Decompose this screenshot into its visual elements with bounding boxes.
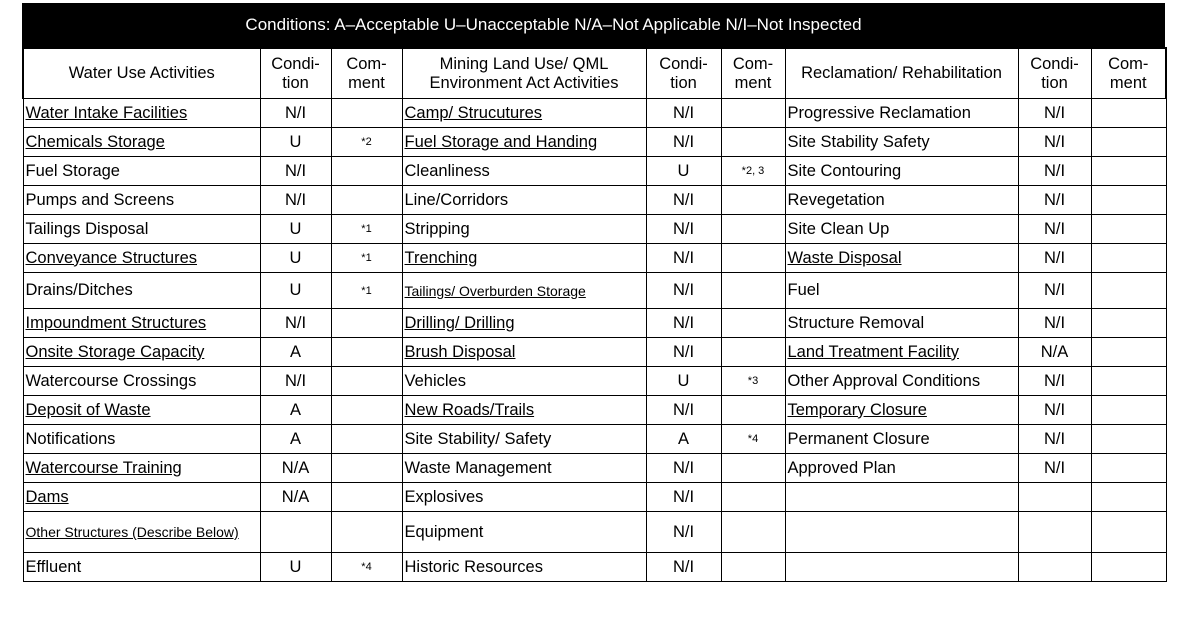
- conditions-legend-text: Conditions: A–Acceptable U–Unacceptable N/A–Not Applicable N/I–Not Inspected: [245, 15, 862, 34]
- header-reclamation: Reclamation/ Rehabilitation: [785, 48, 1018, 99]
- reclamation-condition: [1018, 553, 1091, 582]
- reclamation-condition: N/I: [1018, 128, 1091, 157]
- reclamation-condition: N/I: [1018, 157, 1091, 186]
- header-water-use: Water Use Activities: [23, 48, 260, 99]
- mining-comment: *2, 3: [721, 157, 785, 186]
- table-row: [23, 454, 1166, 483]
- water-condition: U: [260, 244, 331, 273]
- water-condition: N/I: [260, 367, 331, 396]
- mining-condition: N/I: [646, 186, 721, 215]
- reclamation-comment: [1091, 99, 1166, 128]
- water-condition: A: [260, 338, 331, 367]
- water-condition: N/I: [260, 309, 331, 338]
- water-comment: [331, 396, 402, 425]
- reclamation-comment: [1091, 338, 1166, 367]
- water-comment: [331, 454, 402, 483]
- mining-condition: U: [646, 367, 721, 396]
- reclamation-activity: Site Clean Up: [785, 215, 1018, 244]
- mining-activity: Tailings/ Overburden Storage: [402, 273, 646, 309]
- mining-condition: N/I: [646, 454, 721, 483]
- table-row: [23, 309, 1166, 338]
- table-row: [23, 99, 1166, 128]
- mining-condition: A: [646, 425, 721, 454]
- reclamation-activity: Approved Plan: [785, 454, 1018, 483]
- water-condition: A: [260, 425, 331, 454]
- mining-comment: [721, 396, 785, 425]
- reclamation-comment: [1091, 512, 1166, 553]
- reclamation-activity: Other Approval Conditions: [785, 367, 1018, 396]
- mining-condition: N/I: [646, 128, 721, 157]
- water-activity: Notifications: [23, 425, 260, 454]
- reclamation-comment: [1091, 273, 1166, 309]
- reclamation-comment: [1091, 244, 1166, 273]
- water-activity: Watercourse Training: [23, 454, 260, 483]
- mining-activity: Stripping: [402, 215, 646, 244]
- water-condition: N/I: [260, 157, 331, 186]
- header-mining: Mining Land Use/ QML Environment Act Activities: [402, 48, 646, 99]
- mining-comment: [721, 99, 785, 128]
- header-comment: Com-ment: [1091, 48, 1166, 99]
- water-activity: Other Structures (Describe Below): [23, 512, 260, 553]
- mining-condition: N/I: [646, 309, 721, 338]
- mining-activity: Waste Management: [402, 454, 646, 483]
- water-comment: [331, 157, 402, 186]
- table-row: [23, 553, 1166, 582]
- water-activity: Tailings Disposal: [23, 215, 260, 244]
- water-comment: [331, 99, 402, 128]
- water-comment: *1: [331, 215, 402, 244]
- mining-activity: Equipment: [402, 512, 646, 553]
- mining-comment: [721, 244, 785, 273]
- mining-activity: Trenching: [402, 244, 646, 273]
- reclamation-condition: N/I: [1018, 186, 1091, 215]
- table-row: [23, 425, 1166, 454]
- reclamation-activity: [785, 483, 1018, 512]
- reclamation-comment: [1091, 157, 1166, 186]
- mining-activity: Historic Resources: [402, 553, 646, 582]
- reclamation-condition: N/I: [1018, 454, 1091, 483]
- mining-activity: Fuel Storage and Handing: [402, 128, 646, 157]
- water-condition: U: [260, 553, 331, 582]
- table-row: [23, 483, 1166, 512]
- reclamation-activity: Site Stability Safety: [785, 128, 1018, 157]
- reclamation-comment: [1091, 483, 1166, 512]
- water-condition: N/I: [260, 99, 331, 128]
- mining-comment: [721, 128, 785, 157]
- water-activity: Drains/Ditches: [23, 273, 260, 309]
- mining-condition: N/I: [646, 338, 721, 367]
- reclamation-activity: Revegetation: [785, 186, 1018, 215]
- mining-comment: [721, 553, 785, 582]
- mining-activity: Camp/ Strucutures: [402, 99, 646, 128]
- reclamation-activity: Site Contouring: [785, 157, 1018, 186]
- mining-comment: *3: [721, 367, 785, 396]
- mining-activity: Brush Disposal: [402, 338, 646, 367]
- reclamation-comment: [1091, 367, 1166, 396]
- mining-activity: Drilling/ Drilling: [402, 309, 646, 338]
- water-condition: U: [260, 128, 331, 157]
- table-body: [23, 99, 1166, 582]
- reclamation-activity: Fuel: [785, 273, 1018, 309]
- table-row: [23, 244, 1166, 273]
- water-comment: *1: [331, 244, 402, 273]
- reclamation-activity: Waste Disposal: [785, 244, 1018, 273]
- header-condition: Condi-tion: [260, 48, 331, 99]
- reclamation-condition: N/I: [1018, 99, 1091, 128]
- water-comment: [331, 186, 402, 215]
- header-condition: Condi-tion: [646, 48, 721, 99]
- reclamation-activity: [785, 512, 1018, 553]
- water-comment: [331, 367, 402, 396]
- reclamation-condition: N/I: [1018, 425, 1091, 454]
- mining-comment: [721, 309, 785, 338]
- reclamation-comment: [1091, 425, 1166, 454]
- reclamation-activity: Progressive Reclamation: [785, 99, 1018, 128]
- mining-activity: New Roads/Trails: [402, 396, 646, 425]
- reclamation-comment: [1091, 186, 1166, 215]
- reclamation-comment: [1091, 215, 1166, 244]
- table-row: [23, 512, 1166, 553]
- water-condition: N/I: [260, 186, 331, 215]
- mining-activity: Site Stability/ Safety: [402, 425, 646, 454]
- water-activity: Pumps and Screens: [23, 186, 260, 215]
- mining-condition: N/I: [646, 396, 721, 425]
- reclamation-condition: N/A: [1018, 338, 1091, 367]
- mining-comment: [721, 483, 785, 512]
- mining-condition: N/I: [646, 512, 721, 553]
- reclamation-condition: N/I: [1018, 244, 1091, 273]
- reclamation-activity: Structure Removal: [785, 309, 1018, 338]
- reclamation-condition: N/I: [1018, 396, 1091, 425]
- water-activity: Onsite Storage Capacity: [23, 338, 260, 367]
- water-comment: [331, 425, 402, 454]
- water-comment: *1: [331, 273, 402, 309]
- reclamation-comment: [1091, 128, 1166, 157]
- water-comment: *4: [331, 553, 402, 582]
- water-comment: [331, 309, 402, 338]
- mining-comment: [721, 186, 785, 215]
- mining-comment: *4: [721, 425, 785, 454]
- table-row: [23, 157, 1166, 186]
- reclamation-comment: [1091, 309, 1166, 338]
- reclamation-comment: [1091, 454, 1166, 483]
- mining-comment: [721, 338, 785, 367]
- reclamation-condition: N/I: [1018, 273, 1091, 309]
- reclamation-condition: N/I: [1018, 215, 1091, 244]
- table-row: [23, 273, 1166, 309]
- water-condition: N/A: [260, 454, 331, 483]
- water-activity: Chemicals Storage: [23, 128, 260, 157]
- mining-condition: N/I: [646, 273, 721, 309]
- reclamation-comment: [1091, 553, 1166, 582]
- water-activity: Water Intake Facilities: [23, 99, 260, 128]
- mining-condition: N/I: [646, 483, 721, 512]
- mining-comment: [721, 512, 785, 553]
- reclamation-comment: [1091, 396, 1166, 425]
- conditions-legend-banner: [22, 3, 1165, 47]
- mining-activity: Cleanliness: [402, 157, 646, 186]
- reclamation-condition: N/I: [1018, 367, 1091, 396]
- reclamation-activity: Land Treatment Facility: [785, 338, 1018, 367]
- water-condition: U: [260, 215, 331, 244]
- table-row: [23, 338, 1166, 367]
- mining-condition: N/I: [646, 215, 721, 244]
- water-activity: Deposit of Waste: [23, 396, 260, 425]
- water-activity: Impoundment Structures: [23, 309, 260, 338]
- reclamation-condition: [1018, 483, 1091, 512]
- table-row: [23, 215, 1166, 244]
- header-row: [23, 48, 1166, 99]
- mining-comment: [721, 454, 785, 483]
- water-comment: [331, 483, 402, 512]
- table-row: [23, 186, 1166, 215]
- water-activity: Fuel Storage: [23, 157, 260, 186]
- reclamation-condition: N/I: [1018, 309, 1091, 338]
- header-comment: Com-ment: [721, 48, 785, 99]
- water-condition: A: [260, 396, 331, 425]
- mining-condition: U: [646, 157, 721, 186]
- water-activity: Dams: [23, 483, 260, 512]
- inspection-table: [22, 47, 1167, 582]
- mining-condition: N/I: [646, 553, 721, 582]
- table-row: [23, 396, 1166, 425]
- mining-activity: Vehicles: [402, 367, 646, 396]
- reclamation-activity: [785, 553, 1018, 582]
- water-comment: [331, 512, 402, 553]
- reclamation-activity: Temporary Closure: [785, 396, 1018, 425]
- mining-condition: N/I: [646, 244, 721, 273]
- mining-activity: Line/Corridors: [402, 186, 646, 215]
- header-comment: Com-ment: [331, 48, 402, 99]
- mining-activity: Explosives: [402, 483, 646, 512]
- water-condition: [260, 512, 331, 553]
- water-condition: U: [260, 273, 331, 309]
- water-condition: N/A: [260, 483, 331, 512]
- water-activity: Effluent: [23, 553, 260, 582]
- mining-comment: [721, 215, 785, 244]
- reclamation-condition: [1018, 512, 1091, 553]
- water-comment: *2: [331, 128, 402, 157]
- mining-condition: N/I: [646, 99, 721, 128]
- water-comment: [331, 338, 402, 367]
- table-row: [23, 128, 1166, 157]
- table-row: [23, 367, 1166, 396]
- reclamation-activity: Permanent Closure: [785, 425, 1018, 454]
- mining-comment: [721, 273, 785, 309]
- header-condition: Condi-tion: [1018, 48, 1091, 99]
- water-activity: Conveyance Structures: [23, 244, 260, 273]
- water-activity: Watercourse Crossings: [23, 367, 260, 396]
